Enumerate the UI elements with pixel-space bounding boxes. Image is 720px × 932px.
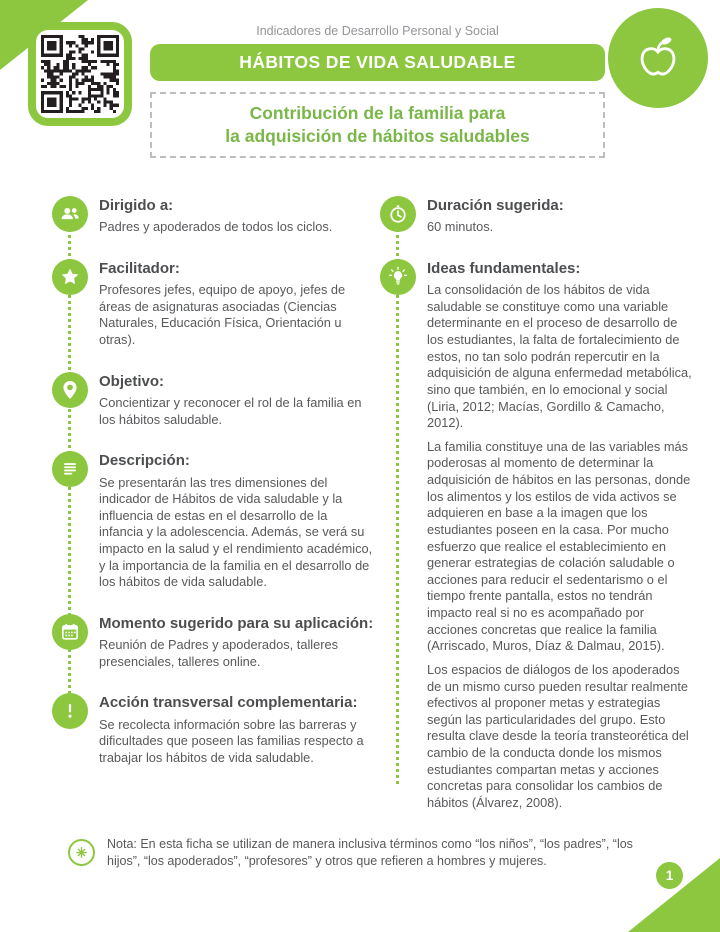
- section-title: Duración sugerida:: [427, 197, 564, 214]
- section-text: Se presentarán las tres dimensiones del indicador de Hábitos de vida saludable y la influencia de estas en el desarrollo de la infancia y la adolescencia. Además, se verá su impacto en la salud y el rendimiento académico, y la importancia de la familia en el desarrollo de los hábitos de vida saludable.: [99, 474, 373, 590]
- document-category: Indicadores de Desarrollo Personal y Social: [256, 24, 499, 38]
- section-title: Objetivo:: [99, 372, 165, 390]
- note-text: Nota: En esta ficha se utilizan de manera inclusiva términos como “los niños”, “los padres”, “los hijos”, “los apoderados”, “profesores” y otros que refieren a hombres y mujeres.: [107, 837, 633, 868]
- section-text: Profesores jefes, equipo de apoyo, jefes de áreas de asignaturas asociadas (Ciencias Naturales, Educación Física, Orientación u otras).: [99, 282, 346, 348]
- main-title-line-2: la adquisición de hábitos saludables: [225, 126, 530, 146]
- section-title: Facilitador:: [99, 259, 180, 277]
- section-text: Reunión de Padres y apoderados, talleres presenciales, talleres online.: [99, 637, 339, 669]
- map-pin-icon: [52, 372, 88, 408]
- left-column: [52, 196, 374, 790]
- banner-title: HÁBITOS DE VIDA SALUDABLE: [150, 44, 605, 81]
- section-title: Acción transversal complementaria:: [99, 694, 358, 712]
- section-accion-transversal: [52, 693, 374, 766]
- clock-icon: [380, 196, 416, 232]
- section-duracion: [380, 196, 694, 236]
- section-descripcion: [52, 451, 374, 591]
- section-objetivo: [52, 372, 374, 429]
- section-ideas-fundamentales: [380, 259, 694, 812]
- apple-badge: [608, 8, 708, 108]
- ideas-paragraph-2: La familia constituye una de las variables más poderosas al momento de determinar la adquisición de hábitos en las personas, donde los alimentos y los estilos de vida activos se adquieren en base a la imagen que los estudiantes poseen en la casa. Por mucho esfuerzo que realice el establecimiento en generar estrategias de colación saludable o acciones para reducir el sedentarismo o el tiempo frente pantalla, estos no tendrán impacto real si no es acompañado por acciones concretas que realice la familia (Arriscado, Muros, Díaz & Dalmau, 2015).: [427, 438, 691, 654]
- section-momento-sugerido: [52, 614, 374, 671]
- main-title: [225, 102, 529, 148]
- qr-code-image: [41, 35, 119, 113]
- inclusive-language-note: [68, 836, 668, 870]
- main-title-box: [150, 92, 605, 158]
- section-text: Concientizar y reconocer el rol de la familia en los hábitos saludable.: [99, 395, 362, 427]
- section-text: Padres y apoderados de todos los ciclos.: [99, 219, 333, 235]
- people-icon: [52, 196, 88, 232]
- section-title: Momento sugerido para su aplicación:: [99, 614, 374, 632]
- asterisk-icon: [68, 839, 95, 866]
- qr-code: [28, 22, 132, 126]
- section-title: Dirigido a:: [99, 197, 174, 214]
- lightbulb-icon: [380, 259, 416, 295]
- apple-icon: [626, 26, 690, 90]
- exclamation-icon: [52, 693, 88, 729]
- star-icon: [52, 259, 88, 295]
- right-column: [380, 196, 694, 835]
- calendar-icon: [52, 614, 88, 650]
- main-title-line-1: Contribución de la familia para: [249, 103, 506, 124]
- ideas-paragraph-1: La consolidación de los hábitos de vida saludable se constituye como una variable determinante en el proceso de desarrollo de los estudiantes, la falta de fortalecimiento de estos, no tan solo podrán repercutir en la adquisición de alguna enfermedad metabólica, sino que también, en lo emocional y social (Liria, 2012; Macías, Gordillo & Camacho, 2012).: [427, 282, 692, 431]
- ideas-paragraph-3: Los espacios de diálogos de los apoderados de un mismo curso pueden resultar realmente efectivos al proponer metas y estrategias según las particularidades del grupo. Esto resulta clave desde la teoría transteorética del cambio de la conducta donde los mismos estudiantes compartan metas y acciones concretas para consolidar los cambios de hábitos (Álvarez, 2008).: [427, 661, 689, 810]
- section-title: Ideas fundamentales:: [427, 259, 581, 277]
- text-lines-icon: [52, 451, 88, 487]
- section-title: Descripción:: [99, 452, 190, 470]
- section-dirigido-a: [52, 196, 374, 236]
- section-text: 60 minutos.: [427, 219, 494, 235]
- section-facilitador: [52, 259, 374, 349]
- section-text: Se recolecta información sobre las barreras y dificultades que poseen las familias respecto a trabajar los hábitos de vida saludable.: [99, 716, 364, 766]
- page-number-badge: 1: [656, 862, 683, 889]
